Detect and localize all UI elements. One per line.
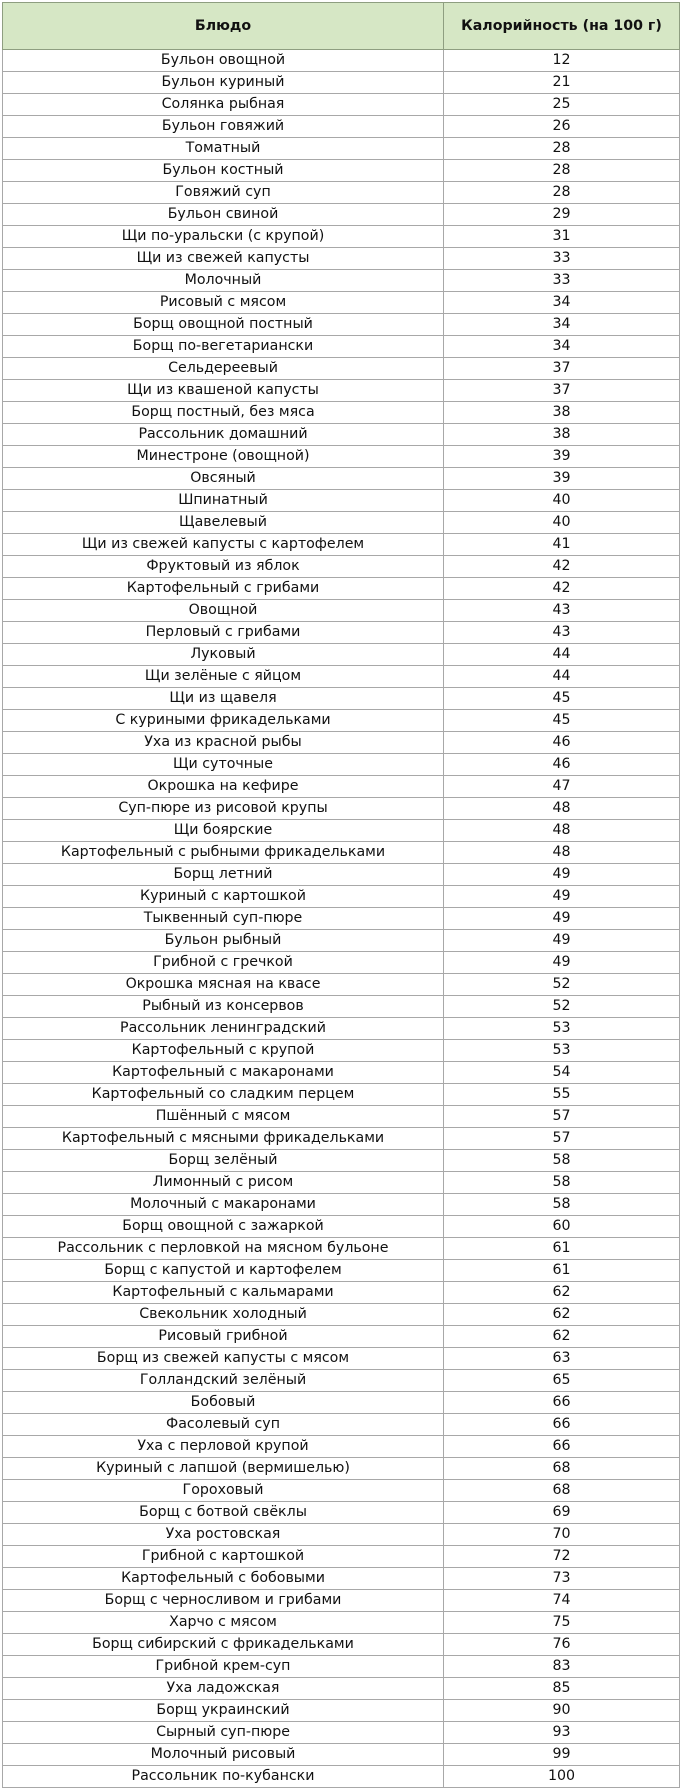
dish-name-cell: Рассольник домашний [3,424,444,446]
table-row [3,1502,680,1524]
dish-name-cell: Грибной с гречкой [3,952,444,974]
dish-name-cell: Рассольник по-кубански [3,1766,444,1788]
dish-name-cell: Молочный [3,270,444,292]
calorie-value-cell: 63 [444,1348,680,1370]
dish-name-cell: Борщ овощной постный [3,314,444,336]
dish-name-cell: Борщ с капустой и картофелем [3,1260,444,1282]
calorie-value-cell: 58 [444,1150,680,1172]
table-row [3,1084,680,1106]
calorie-value-cell: 57 [444,1128,680,1150]
dish-name-cell: Щи зелёные с яйцом [3,666,444,688]
dish-name-cell: Бульон овощной [3,50,444,72]
dish-name-cell: Фруктовый из яблок [3,556,444,578]
table-row [3,1458,680,1480]
calorie-value-cell: 54 [444,1062,680,1084]
calorie-value-cell: 100 [444,1766,680,1788]
table-row [3,1238,680,1260]
table-row [3,446,680,468]
table-row [3,534,680,556]
table-row [3,1062,680,1084]
calorie-value-cell: 58 [444,1194,680,1216]
calorie-value-cell: 31 [444,226,680,248]
table-row [3,952,680,974]
table-row [3,138,680,160]
calorie-value-cell: 49 [444,864,680,886]
calorie-value-cell: 34 [444,292,680,314]
dish-name-cell: Сырный суп-пюре [3,1722,444,1744]
calorie-table-container [2,2,680,1788]
dish-name-cell: Картофельный с мясными фрикадельками [3,1128,444,1150]
table-row [3,402,680,424]
table-row [3,1568,680,1590]
calorie-value-cell: 90 [444,1700,680,1722]
dish-name-cell: Борщ украинский [3,1700,444,1722]
table-row [3,160,680,182]
table-row [3,820,680,842]
table-row [3,1018,680,1040]
table-row [3,1414,680,1436]
dish-name-cell: Борщ зелёный [3,1150,444,1172]
dish-name-cell: Борщ сибирский с фрикадельками [3,1634,444,1656]
calorie-value-cell: 75 [444,1612,680,1634]
calorie-value-cell: 66 [444,1414,680,1436]
header-row [3,3,680,50]
calorie-value-cell: 48 [444,820,680,842]
calorie-value-cell: 37 [444,380,680,402]
table-row [3,1282,680,1304]
dish-name-cell: Куриный с лапшой (вермишелью) [3,1458,444,1480]
table-row [3,1150,680,1172]
table-row [3,1348,680,1370]
calorie-value-cell: 93 [444,1722,680,1744]
dish-name-cell: Фасолевый суп [3,1414,444,1436]
calorie-value-cell: 55 [444,1084,680,1106]
calorie-value-cell: 28 [444,182,680,204]
dish-name-cell: Шпинатный [3,490,444,512]
table-row [3,94,680,116]
table-row [3,1744,680,1766]
dish-name-cell: Щавелевый [3,512,444,534]
dish-name-cell: Молочный рисовый [3,1744,444,1766]
calorie-value-cell: 25 [444,94,680,116]
dish-name-cell: Борщ летний [3,864,444,886]
dish-name-cell: Рыбный из консервов [3,996,444,1018]
table-row [3,1678,680,1700]
calorie-value-cell: 61 [444,1238,680,1260]
table-row [3,1634,680,1656]
header-dish: Блюдо [3,3,444,50]
calorie-value-cell: 52 [444,974,680,996]
calorie-value-cell: 60 [444,1216,680,1238]
table-row [3,1172,680,1194]
calorie-value-cell: 76 [444,1634,680,1656]
calorie-value-cell: 53 [444,1040,680,1062]
table-row [3,644,680,666]
dish-name-cell: Минестроне (овощной) [3,446,444,468]
table-row [3,930,680,952]
table-row [3,996,680,1018]
dish-name-cell: Бульон говяжий [3,116,444,138]
table-row [3,1304,680,1326]
calorie-value-cell: 66 [444,1436,680,1458]
calorie-value-cell: 49 [444,930,680,952]
dish-name-cell: Щи из квашеной капусты [3,380,444,402]
calorie-value-cell: 68 [444,1458,680,1480]
table-row [3,380,680,402]
dish-name-cell: Борщ постный, без мяса [3,402,444,424]
table-row [3,1128,680,1150]
table-row [3,1656,680,1678]
calorie-value-cell: 57 [444,1106,680,1128]
table-row [3,1546,680,1568]
calorie-value-cell: 66 [444,1392,680,1414]
calorie-value-cell: 45 [444,710,680,732]
calorie-value-cell: 42 [444,556,680,578]
dish-name-cell: Свекольник холодный [3,1304,444,1326]
table-row [3,182,680,204]
table-row [3,732,680,754]
table-row [3,776,680,798]
calorie-value-cell: 33 [444,270,680,292]
dish-name-cell: Голландский зелёный [3,1370,444,1392]
calorie-value-cell: 99 [444,1744,680,1766]
dish-name-cell: Молочный с макаронами [3,1194,444,1216]
dish-name-cell: Рисовый грибной [3,1326,444,1348]
dish-name-cell: Окрошка мясная на квасе [3,974,444,996]
table-row [3,1436,680,1458]
table-row [3,798,680,820]
table-row [3,1194,680,1216]
table-row [3,358,680,380]
dish-name-cell: Борщ с черносливом и грибами [3,1590,444,1612]
dish-name-cell: Окрошка на кефире [3,776,444,798]
calorie-value-cell: 42 [444,578,680,600]
table-row [3,1524,680,1546]
table-row [3,490,680,512]
calorie-value-cell: 58 [444,1172,680,1194]
calorie-value-cell: 28 [444,160,680,182]
dish-name-cell: Щи по-уральски (с крупой) [3,226,444,248]
dish-name-cell: Сельдереевый [3,358,444,380]
dish-name-cell: Куриный с картошкой [3,886,444,908]
calorie-value-cell: 21 [444,72,680,94]
calorie-value-cell: 70 [444,1524,680,1546]
dish-name-cell: Картофельный с крупой [3,1040,444,1062]
calorie-value-cell: 83 [444,1656,680,1678]
calorie-value-cell: 73 [444,1568,680,1590]
calorie-value-cell: 39 [444,468,680,490]
dish-name-cell: Уха из красной рыбы [3,732,444,754]
calorie-value-cell: 44 [444,644,680,666]
table-row [3,1766,680,1788]
calorie-value-cell: 45 [444,688,680,710]
dish-name-cell: Солянка рыбная [3,94,444,116]
table-row [3,72,680,94]
dish-name-cell: Картофельный с рыбными фрикадельками [3,842,444,864]
calorie-value-cell: 38 [444,402,680,424]
table-row [3,1722,680,1744]
dish-name-cell: Бобовый [3,1392,444,1414]
calorie-value-cell: 37 [444,358,680,380]
calorie-value-cell: 43 [444,600,680,622]
calorie-value-cell: 65 [444,1370,680,1392]
calorie-value-cell: 68 [444,1480,680,1502]
dish-name-cell: Борщ овощной с зажаркой [3,1216,444,1238]
table-row [3,886,680,908]
dish-name-cell: Рассольник с перловкой на мясном бульоне [3,1238,444,1260]
dish-name-cell: Луковый [3,644,444,666]
table-row [3,226,680,248]
dish-name-cell: Грибной с картошкой [3,1546,444,1568]
table-row [3,512,680,534]
table-row [3,1326,680,1348]
dish-name-cell: Картофельный со сладким перцем [3,1084,444,1106]
dish-name-cell: Лимонный с рисом [3,1172,444,1194]
calorie-value-cell: 49 [444,908,680,930]
calorie-value-cell: 69 [444,1502,680,1524]
calorie-value-cell: 26 [444,116,680,138]
table-row [3,204,680,226]
table-row [3,974,680,996]
dish-name-cell: Грибной крем-суп [3,1656,444,1678]
dish-name-cell: Щи из свежей капусты с картофелем [3,534,444,556]
dish-name-cell: Бульон куриный [3,72,444,94]
table-row [3,468,680,490]
calorie-value-cell: 44 [444,666,680,688]
calorie-value-cell: 49 [444,952,680,974]
table-row [3,688,680,710]
dish-name-cell: Картофельный с макаронами [3,1062,444,1084]
table-row [3,556,680,578]
calorie-value-cell: 48 [444,842,680,864]
table-row [3,1106,680,1128]
table-row [3,270,680,292]
calorie-value-cell: 72 [444,1546,680,1568]
dish-name-cell: Пшённый с мясом [3,1106,444,1128]
table-row [3,842,680,864]
table-row [3,1216,680,1238]
dish-name-cell: Уха ростовская [3,1524,444,1546]
table-row [3,424,680,446]
calorie-value-cell: 62 [444,1282,680,1304]
dish-name-cell: Картофельный с грибами [3,578,444,600]
dish-name-cell: Картофельный с бобовыми [3,1568,444,1590]
calorie-value-cell: 34 [444,314,680,336]
dish-name-cell: Томатный [3,138,444,160]
calorie-value-cell: 46 [444,732,680,754]
table-row [3,1480,680,1502]
table-row [3,314,680,336]
table-row [3,1370,680,1392]
calorie-value-cell: 49 [444,886,680,908]
dish-name-cell: Щи суточные [3,754,444,776]
dish-name-cell: С куриными фрикадельками [3,710,444,732]
calorie-value-cell: 46 [444,754,680,776]
table-row [3,1612,680,1634]
table-row [3,50,680,72]
dish-name-cell: Щи из свежей капусты [3,248,444,270]
dish-name-cell: Борщ с ботвой свёклы [3,1502,444,1524]
table-row [3,622,680,644]
table-row [3,248,680,270]
calorie-value-cell: 85 [444,1678,680,1700]
dish-name-cell: Рассольник ленинградский [3,1018,444,1040]
header-calories: Калорийность (на 100 г) [444,3,680,50]
calorie-value-cell: 53 [444,1018,680,1040]
calorie-value-cell: 12 [444,50,680,72]
dish-name-cell: Говяжий суп [3,182,444,204]
calorie-value-cell: 28 [444,138,680,160]
table-row [3,336,680,358]
dish-name-cell: Щи боярские [3,820,444,842]
dish-name-cell: Перловый с грибами [3,622,444,644]
calorie-value-cell: 33 [444,248,680,270]
table-row [3,1392,680,1414]
calorie-value-cell: 62 [444,1304,680,1326]
dish-name-cell: Борщ по-вегетариански [3,336,444,358]
dish-name-cell: Суп-пюре из рисовой крупы [3,798,444,820]
dish-name-cell: Рисовый с мясом [3,292,444,314]
dish-name-cell: Харчо с мясом [3,1612,444,1634]
table-row [3,600,680,622]
calorie-value-cell: 38 [444,424,680,446]
calorie-value-cell: 34 [444,336,680,358]
table-row [3,710,680,732]
table-row [3,116,680,138]
dish-name-cell: Бульон костный [3,160,444,182]
soup-calorie-table [2,2,680,1788]
dish-name-cell: Тыквенный суп-пюре [3,908,444,930]
table-row [3,1590,680,1612]
dish-name-cell: Уха с перловой крупой [3,1436,444,1458]
calorie-value-cell: 48 [444,798,680,820]
table-row [3,292,680,314]
calorie-value-cell: 40 [444,512,680,534]
dish-name-cell: Овсяный [3,468,444,490]
table-row [3,864,680,886]
calorie-value-cell: 62 [444,1326,680,1348]
dish-name-cell: Бульон свиной [3,204,444,226]
table-row [3,754,680,776]
calorie-value-cell: 47 [444,776,680,798]
dish-name-cell: Борщ из свежей капусты с мясом [3,1348,444,1370]
dish-name-cell: Картофельный с кальмарами [3,1282,444,1304]
table-row [3,666,680,688]
calorie-value-cell: 61 [444,1260,680,1282]
calorie-value-cell: 43 [444,622,680,644]
table-row [3,1260,680,1282]
calorie-value-cell: 52 [444,996,680,1018]
dish-name-cell: Щи из щавеля [3,688,444,710]
table-row [3,578,680,600]
table-row [3,1700,680,1722]
dish-name-cell: Бульон рыбный [3,930,444,952]
calorie-value-cell: 40 [444,490,680,512]
calorie-value-cell: 29 [444,204,680,226]
calorie-value-cell: 39 [444,446,680,468]
calorie-value-cell: 74 [444,1590,680,1612]
dish-name-cell: Уха ладожская [3,1678,444,1700]
dish-name-cell: Гороховый [3,1480,444,1502]
table-row [3,908,680,930]
dish-name-cell: Овощной [3,600,444,622]
table-row [3,1040,680,1062]
calorie-value-cell: 41 [444,534,680,556]
